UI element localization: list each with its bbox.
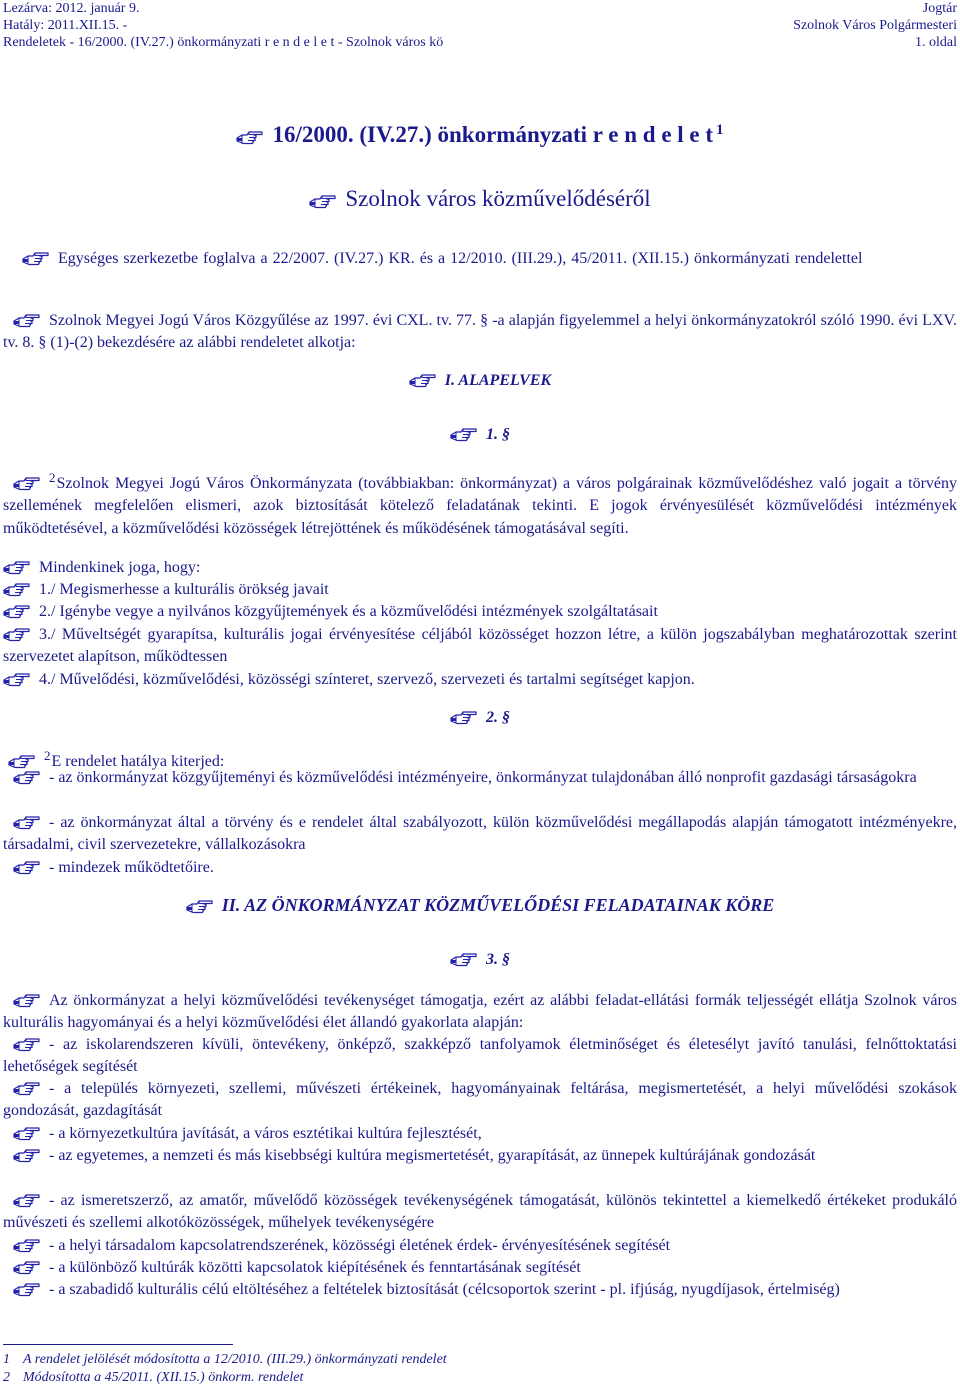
pointing-hand-icon[interactable]: [13, 1192, 41, 1208]
task-item-8: [3, 1279, 957, 1301]
document-subtitle-text: Szolnok város közművelődéséről: [345, 186, 651, 211]
task-item-text: - a környezetkultúra javítását, a város esztétikai kultúra fejlesztését,: [49, 1125, 482, 1142]
section-1-heading-text: 1. §: [486, 426, 510, 443]
pointing-hand-icon[interactable]: [450, 951, 478, 967]
section-3-paragraph: [3, 990, 957, 1035]
consolidation-note: [22, 248, 957, 270]
rights-item-text: 1./ Megismerhesse a kulturális örökség javait: [39, 581, 329, 598]
pointing-hand-icon[interactable]: [13, 1281, 41, 1297]
pointing-hand-icon[interactable]: [3, 581, 31, 597]
footnote-divider: [3, 1344, 233, 1345]
scope-item-1: [3, 767, 957, 789]
footnote-text: Módosította a 45/2011. (XII.15.) önkorm. rendelet: [23, 1370, 304, 1385]
header-issuer: Szolnok Város Polgármesteri: [793, 18, 957, 33]
scope-item-3: [3, 857, 957, 879]
rights-item-4: [3, 669, 957, 691]
pointing-hand-icon[interactable]: [13, 1036, 41, 1052]
rights-item-2: [3, 601, 957, 623]
section-1-heading: [3, 424, 957, 446]
footnote-number: 2: [3, 1370, 10, 1385]
section-2-heading-text: 2. §: [486, 709, 510, 726]
task-item-4: [3, 1145, 957, 1167]
footnote-ref[interactable]: 2: [49, 470, 56, 485]
scope-item-2: [3, 812, 957, 857]
task-item-3: [3, 1123, 957, 1145]
preamble-text: Szolnok Megyei Jogú Város Közgyűlése az 1997. évi CXL. tv. 77. § -a alapján figyelemmel a helyi önkormányzatokról szóló 1990. évi LXV. tv. 8. § (1)-(2) bekezdésére az alábbi rendeletet alkotja:: [3, 312, 957, 352]
scope-item-text: - az önkormányzat által a törvény és e rendelet által szabályozott, külön közművelődési megállapodás alapján támogatott intézményekre, társadalmi, civil szervezetekre, vállalkozásokra: [3, 814, 957, 854]
page-header-left: [3, 0, 443, 51]
pointing-hand-icon[interactable]: [3, 559, 31, 575]
rights-item-text: 2./ Igénybe vegye a nyilvános közgyűjtemények és a közművelődési intézmények szolgáltatásait: [39, 603, 658, 620]
chapter-1-title-text: I. ALAPELVEK: [444, 372, 552, 389]
pointing-hand-icon[interactable]: [450, 426, 478, 442]
document-title: [0, 122, 960, 148]
header-page-number: 1. oldal: [915, 35, 957, 50]
rights-item-text: 4./ Művelődési, közművelődési, közösségi színteret, szervező, szervezeti és tartalmi segítséget kapjon.: [39, 671, 695, 688]
task-item-6: [3, 1235, 957, 1257]
task-item-5: [3, 1190, 957, 1235]
header-publisher: Jogtár: [922, 1, 957, 16]
scope-item-text: - mindezek működtetőire.: [49, 859, 214, 876]
document-subtitle: [0, 186, 960, 212]
header-closed-date: Lezárva: 2012. január 9.: [3, 1, 140, 16]
pointing-hand-icon[interactable]: [450, 709, 478, 725]
section-3-heading: [3, 949, 957, 971]
task-item-1: [3, 1034, 957, 1079]
pointing-hand-icon[interactable]: [409, 372, 437, 388]
task-item-2: [3, 1078, 957, 1123]
pointing-hand-icon[interactable]: [186, 898, 214, 914]
section-1-paragraph-text: Szolnok Megyei Jogú Város Önkormányzata (továbbiakban: önkormányzat) a város polgárainak közművelődéshez való jogait a törvény szellemének megfelelően elismeri, azok biztosítását kötelező feladatának tekinti. E jogok érvényesülését közművelődési intézmények működtetésével, a közművelődési közösségek létrejöttének és működésének támogatásával segíti.: [3, 475, 957, 537]
pointing-hand-icon[interactable]: [13, 814, 41, 830]
task-item-text: - a helyi társadalom kapcsolatrendszerének, közösségi életének érdek- érvényesítésének segítését: [49, 1237, 671, 1254]
section-3-paragraph-text: Az önkormányzat a helyi közművelődési tevékenységet támogatja, ezért az alábbi feladat-ellátási formák teljességét ellátja Szolnok város kulturális hagyományai és a helyi közművelődési élet állandó gyakorlata alapján:: [3, 992, 957, 1032]
task-item-text: - a szabadidő kulturális célú eltöltéséhez a feltételek biztosítását (célcsoportok szerint - pl. ifjúság, nyugdíjasok, értelmiség): [49, 1281, 840, 1298]
section-2-heading: [3, 707, 957, 729]
rights-intro: [3, 557, 957, 579]
task-item-text: - az egyetemes, a nemzeti és más kisebbségi kultúra megismertetését, gyarapítását, az ünnepek kultúrájának gondozását: [49, 1147, 816, 1164]
pointing-hand-icon[interactable]: [13, 769, 41, 785]
header-document-path: Rendeletek - 16/2000. (IV.27.) önkormányzati r e n d e l e t - Szolnok város kö: [3, 35, 444, 50]
section-3-heading-text: 3. §: [486, 951, 510, 968]
header-effective-date: Hatály: 2011.XII.15. -: [3, 18, 128, 33]
task-item-7: [3, 1257, 957, 1279]
page-header-right: [793, 0, 957, 51]
section-1-paragraph: [3, 467, 957, 540]
footnote-text: A rendelet jelölését módosította a 12/2010. (III.29.) önkormányzati rendelet: [23, 1352, 447, 1367]
title-footnote-ref[interactable]: 1: [716, 122, 724, 138]
pointing-hand-icon[interactable]: [13, 1080, 41, 1096]
rights-item-text: 3./ Műveltségét gyarapítsa, kulturális jogai érvényesítése céljából közösséget hozzon létre, a külön jogszabályban meghatározottak szerint szervezetet alapítson, működtessen: [3, 626, 957, 666]
footnote-number: 1: [3, 1352, 10, 1367]
footnote-ref[interactable]: 2: [44, 748, 51, 763]
pointing-hand-icon[interactable]: [236, 129, 264, 145]
chapter-2-title: [3, 894, 957, 916]
rights-item-3: [3, 624, 957, 669]
task-item-text: - a különböző kultúrák közötti kapcsolatok kiépítésének és fenntartásának segítését: [49, 1259, 581, 1276]
footnote-2: [3, 1369, 303, 1387]
chapter-1-title: [3, 370, 957, 392]
chapter-2-title-text: II. AZ ÖNKORMÁNYZAT KÖZMŰVELŐDÉSI FELADATAINAK KÖRE: [221, 895, 775, 915]
pointing-hand-icon[interactable]: [22, 250, 50, 266]
document-title-text: 16/2000. (IV.27.) önkormányzati r e n d e l e t: [272, 122, 714, 147]
pointing-hand-icon[interactable]: [13, 859, 41, 875]
rights-item-1: [3, 579, 957, 601]
pointing-hand-icon[interactable]: [13, 1147, 41, 1163]
pointing-hand-icon[interactable]: [13, 992, 41, 1008]
pointing-hand-icon[interactable]: [3, 671, 31, 687]
pointing-hand-icon[interactable]: [3, 626, 31, 642]
pointing-hand-icon[interactable]: [13, 1237, 41, 1253]
task-item-text: - az ismeretszerző, az amatőr, művelődő közösségek tevékenységének támogatását, különös tekintettel a kiemelkedő értékeket produkáló művészeti és szellemi alkotóközösségek, műhelyek tevékenységére: [3, 1192, 957, 1232]
task-item-text: - a település környezeti, szellemi, művészeti értékeinek, hagyományainak feltárása, megismertetését, a helyi művelődési szokások gondozását, gazdagítását: [3, 1080, 957, 1120]
pointing-hand-icon[interactable]: [13, 312, 41, 328]
pointing-hand-icon[interactable]: [13, 1259, 41, 1275]
consolidation-note-text: Egységes szerkezetbe foglalva a 22/2007. (IV.27.) KR. és a 12/2010. (III.29.), 45/2011. (XII.15.) önkormányzati rendelettel: [58, 250, 863, 267]
pointing-hand-icon[interactable]: [3, 603, 31, 619]
scope-item-text: - az önkormányzat közgyűjteményi és közművelődési intézményeire, önkormányzat tulajdonában álló nonprofit gazdasági társaságokra: [49, 769, 917, 786]
pointing-hand-icon[interactable]: [13, 475, 41, 491]
preamble: [3, 310, 957, 355]
pointing-hand-icon[interactable]: [13, 1125, 41, 1141]
rights-intro-text: Mindenkinek joga, hogy:: [39, 559, 201, 576]
pointing-hand-icon[interactable]: [309, 193, 337, 209]
task-item-text: - az iskolarendszeren kívüli, öntevékeny, önképző, szakképző tanfolyamok életminőséget és életesélyt javító tanulási, felnőttoktatási lehetőségek segítését: [3, 1036, 957, 1076]
footnote-1: [3, 1351, 447, 1369]
section-2-intro-text: E rendelet hatálya kiterjed:: [51, 753, 225, 770]
